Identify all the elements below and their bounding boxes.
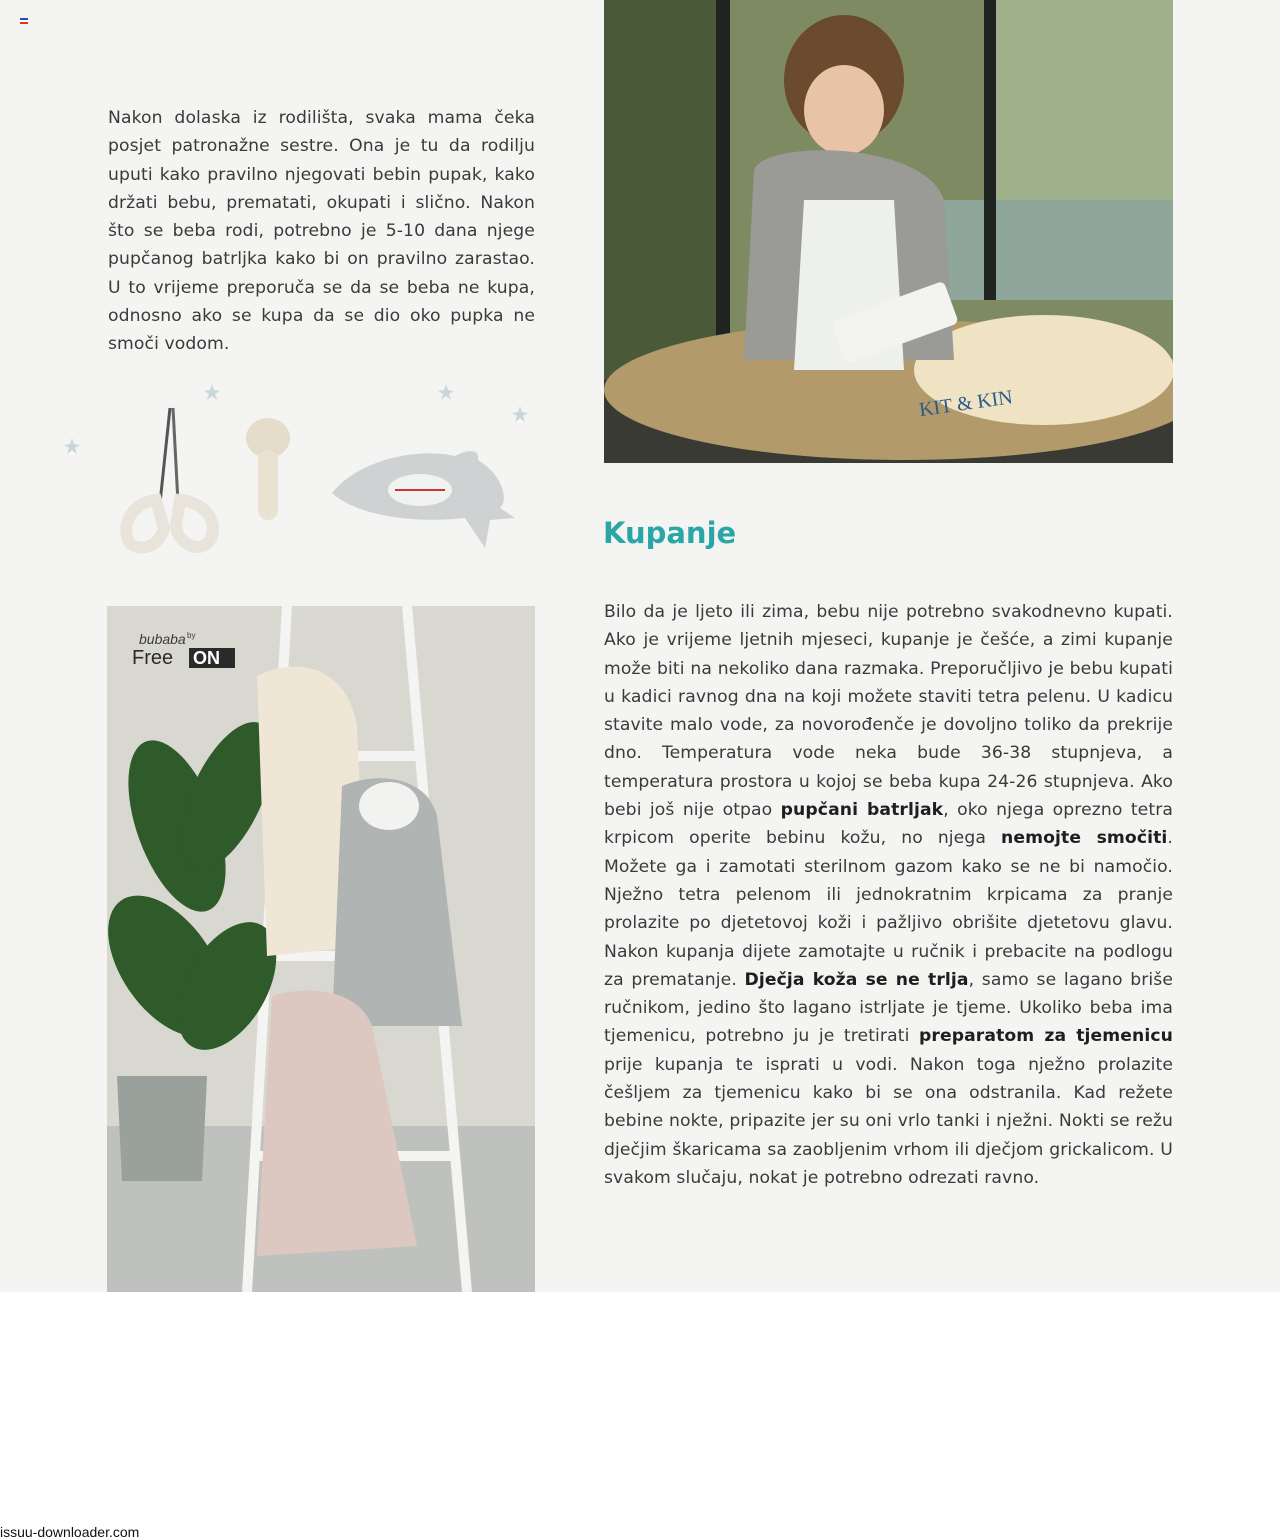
text-run: Bilo da je ljeto ili zima, bebu nije potrebno svakodnevno kupati. Ako je vrijeme ljetnih mjeseci, kupanje je češće, a zimi kupanje može biti na nekoliko dana razmaka. Preporučljivo je bebu kupati u kadici ravnog dna na koji možete staviti tetra pelenu. U kadicu stavite malo vode, za novorođenče je dovoljno toliko da prekrije dno. Temperatura vode neka bude 36-38 stupnjeva, a temperatura prostora u kojoj se beba kupa 24-26 stupnjeva. Ako bebi još nije otpao (604, 602, 1173, 821)
bold-phrase: pupčani batrljak (780, 800, 944, 821)
brand-on-text: ON (193, 648, 220, 668)
intro-paragraph: Nakon dolaska iz rodilišta, svaka mama čeka posjet patronažne sestre. Ona je tu da rodilju uputi kako pravilno njegovati bebin pupak, kako držati bebu, prematati, okupati i slično. Nakon što se beba rodi, potrebno je 5-10 dana njege pupčanog batrljka kako bi on pravilno zarastao. U to vrijeme preporuča se da se beba ne kupa, odnosno ako se kupa da se dio oko pupka ne smoči vodom. (108, 108, 535, 355)
brand-by-text: by (187, 631, 196, 640)
bold-phrase: nemojte smočiti (1001, 828, 1168, 849)
footer-watermark: issuu-downloader.com (0, 1524, 140, 1540)
text-run: , oko njega oprezno tetra krpicom operite bebinu kožu, no njega (604, 800, 1173, 849)
text-run: , samo se lagano briše ručnikom, jedino što lagano istrljate je tjeme. Ukoliko beba ima tjemenicu, potrebno ju je tretirati (604, 969, 1173, 1047)
flag-icon (20, 18, 28, 24)
text-run: . Možete ga i zamotati sterilnom gazom kako se ne bi namočio. Nježno tetra pelenom ili jednokratnim krpicama za pranje prolazite po djetetovoj koži i pažljivo obrišite djetetovu glavu. Nakon kupanja dijete zamotajte u ručnik i prebacite na podlogu za prematanje. (604, 828, 1173, 990)
brand-free-text: Free (132, 647, 174, 669)
section-heading: Kupanje (603, 516, 737, 550)
dolphin-thermometer-icon (332, 451, 515, 548)
section-body-text (604, 598, 1173, 1192)
bold-phrase: preparatom za tjemenicu (918, 1026, 1173, 1047)
baby-in-basket-photo (604, 0, 1173, 463)
baby-care-products-image (60, 378, 540, 558)
bold-phrase: Dječja koža se ne trlja (744, 969, 969, 990)
wipes-brand-label: KIT & KIN (917, 386, 1014, 422)
nasal-aspirator-icon (246, 418, 290, 520)
brand-top-text: bubaba (139, 631, 186, 647)
star-decoration (64, 384, 528, 454)
scissors-icon (126, 408, 213, 548)
hooded-towels-photo (107, 606, 535, 1292)
text-run: prije kupanja te isprati u vodi. Nakon toga nježno prolazite češljem za tjemenicu kako bi se ona odstranila. Kad režete bebine nokte, pripazite jer su oni vrlo tanki i nježni. Nokti se režu dječjim škaricama sa zaobljenim vrhom ili dječjom grickalicom. U svakom slučaju, nokat je potrebno odrezati ravno. (604, 1054, 1173, 1188)
